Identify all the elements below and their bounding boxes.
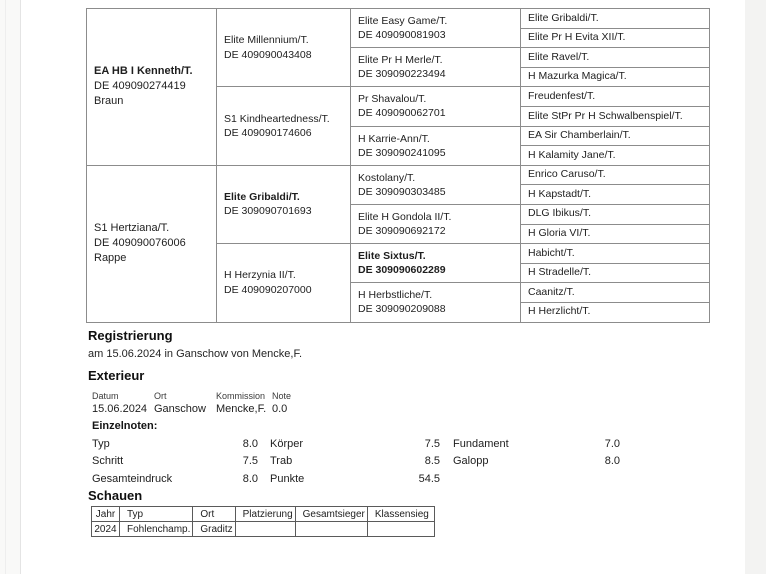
pedigree-cell bbox=[521, 68, 710, 88]
shows-heading: Schauen bbox=[88, 488, 143, 503]
score-value: 7.0 bbox=[604, 437, 620, 450]
score-row bbox=[92, 470, 620, 488]
pedigree-table bbox=[86, 8, 710, 323]
score-label: Trab bbox=[270, 455, 293, 468]
score-pair bbox=[92, 455, 258, 467]
pedigree-cell bbox=[87, 9, 217, 166]
horse-name: Elite Pr H Evita XII/T. bbox=[528, 31, 626, 44]
pedigree-cell bbox=[521, 127, 710, 147]
shows-column-header: Ort bbox=[193, 507, 235, 522]
score-row bbox=[92, 435, 620, 453]
score-value: 8.0 bbox=[242, 472, 258, 485]
exterior-column-header: Datum bbox=[92, 391, 119, 401]
horse-name: S1 Kindheartedness/T. bbox=[224, 112, 330, 125]
pedigree-cell bbox=[521, 303, 710, 323]
horse-reg-number: DE 409090076006 bbox=[94, 237, 186, 250]
score-row bbox=[92, 453, 620, 471]
horse-name: Freudenfest/T. bbox=[528, 89, 596, 102]
score-label: Gesamteindruck bbox=[92, 472, 173, 485]
score-label: Punkte bbox=[270, 472, 305, 485]
score-label: Körper bbox=[270, 437, 304, 450]
pedigree-cell bbox=[351, 127, 521, 166]
horse-name: H Gloria VI/T. bbox=[528, 227, 591, 240]
horse-name: H Stradelle/T. bbox=[528, 266, 592, 279]
shows-data-row bbox=[92, 522, 435, 537]
exterior-value: 15.06.2024 bbox=[92, 403, 148, 415]
score-value: 7.5 bbox=[242, 455, 258, 468]
pedigree-cell bbox=[351, 87, 521, 126]
horse-name: Elite Pr H Merle/T. bbox=[358, 54, 443, 67]
horse-name: Elite Easy Game/T. bbox=[358, 15, 448, 28]
score-value: 8.0 bbox=[604, 455, 620, 468]
horse-name: Kostolany/T. bbox=[358, 171, 416, 184]
score-pair bbox=[270, 473, 440, 485]
horse-reg-number: DE 409090207000 bbox=[224, 283, 312, 296]
horse-name: H Mazurka Magica/T. bbox=[528, 70, 627, 83]
pedigree-cell bbox=[351, 9, 521, 48]
horse-reg-number: DE 309090303485 bbox=[358, 185, 446, 198]
score-value: 54.5 bbox=[418, 472, 440, 485]
page-left-edge-line bbox=[5, 0, 6, 574]
horse-reg-number: DE 309090223494 bbox=[358, 68, 446, 81]
pedigree-cell bbox=[521, 264, 710, 284]
shows-cell bbox=[367, 522, 434, 537]
shows-cell bbox=[295, 522, 367, 537]
horse-reg-number: DE 309090209088 bbox=[358, 303, 446, 316]
pedigree-cell bbox=[351, 205, 521, 244]
exterior-column-header: Note bbox=[272, 391, 292, 401]
pedigree-cell bbox=[217, 166, 351, 244]
score-value: 8.0 bbox=[242, 437, 258, 450]
pedigree-cell bbox=[217, 244, 351, 322]
pedigree-cell bbox=[521, 283, 710, 303]
score-pair bbox=[270, 438, 440, 450]
exterior-table-value-row bbox=[92, 403, 312, 415]
pedigree-cell bbox=[521, 9, 710, 29]
pedigree-cell bbox=[521, 107, 710, 127]
score-pair bbox=[92, 473, 258, 485]
pedigree-cell bbox=[87, 166, 217, 323]
pedigree-cell bbox=[351, 166, 521, 205]
shows-cell bbox=[235, 522, 295, 537]
horse-reg-number: DE 409090081903 bbox=[358, 29, 446, 42]
score-label: Fundament bbox=[453, 437, 509, 450]
horse-name: S1 Hertziana/T. bbox=[94, 222, 170, 235]
einzelnoten-scores bbox=[92, 435, 620, 488]
score-value: 7.5 bbox=[424, 437, 440, 450]
shows-header-row bbox=[92, 507, 435, 522]
horse-name: EA Sir Chamberlain/T. bbox=[528, 129, 631, 142]
einzelnoten-label: Einzelnoten: bbox=[92, 420, 158, 432]
pedigree-cell bbox=[521, 166, 710, 186]
pedigree-cell bbox=[521, 87, 710, 107]
horse-reg-number: DE 409090174606 bbox=[224, 127, 312, 140]
horse-reg-number: DE 409090062701 bbox=[358, 107, 446, 120]
score-value: 8.5 bbox=[424, 455, 440, 468]
pedigree-cell bbox=[521, 185, 710, 205]
horse-name: H Herzynia II/T. bbox=[224, 269, 296, 282]
pedigree-cell bbox=[521, 146, 710, 166]
pedigree-cell bbox=[521, 48, 710, 68]
horse-name: Pr Shavalou/T. bbox=[358, 93, 427, 106]
exterior-table-header-row bbox=[92, 391, 312, 401]
pedigree-cell bbox=[217, 9, 351, 87]
exterior-value: Mencke,F. bbox=[216, 403, 267, 415]
shows-column-header: Jahr bbox=[92, 507, 120, 522]
shows-cell: Graditz bbox=[193, 522, 235, 537]
horse-name: Habicht/T. bbox=[528, 246, 575, 259]
horse-name: H Herzlicht/T. bbox=[528, 305, 591, 318]
exterior-value: 0.0 bbox=[272, 403, 288, 415]
horse-reg-number: DE 309090241095 bbox=[358, 146, 446, 159]
horse-name: EA HB I Kenneth/T. bbox=[94, 65, 193, 78]
horse-reg-number: DE 309090602289 bbox=[358, 264, 446, 277]
horse-reg-number: DE 409090274419 bbox=[94, 80, 186, 93]
horse-name: Elite Sixtus/T. bbox=[358, 250, 426, 263]
pedigree-cell bbox=[351, 244, 521, 283]
score-label: Typ bbox=[92, 437, 110, 450]
horse-name: Caanitz/T. bbox=[528, 285, 575, 298]
registration-heading: Registrierung bbox=[88, 328, 173, 343]
exterior-column-header: Kommission bbox=[216, 391, 266, 401]
horse-reg-number: DE 409090043408 bbox=[224, 48, 312, 61]
shows-table bbox=[91, 506, 435, 537]
horse-name: Elite Gribaldi/T. bbox=[528, 11, 599, 24]
score-label: Schritt bbox=[92, 455, 124, 468]
shows-cell: Fohlenchamp. bbox=[120, 522, 193, 537]
registration-line: am 15.06.2024 in Ganschow von Mencke,F. bbox=[88, 348, 303, 360]
horse-name: H Kalamity Jane/T. bbox=[528, 148, 616, 161]
score-pair bbox=[453, 455, 620, 467]
horse-reg-number: DE 309090701693 bbox=[224, 205, 312, 218]
pedigree-cell bbox=[217, 87, 351, 165]
horse-name: Elite Ravel/T. bbox=[528, 50, 590, 63]
horse-name: DLG Ibikus/T. bbox=[528, 207, 592, 220]
horse-name: Enrico Caruso/T. bbox=[528, 168, 606, 181]
horse-color: Rappe bbox=[94, 252, 127, 265]
score-pair bbox=[270, 455, 440, 467]
horse-name: H Herbstliche/T. bbox=[358, 289, 433, 302]
horse-name: Elite Millennium/T. bbox=[224, 34, 309, 47]
shows-cell: 2024 bbox=[92, 522, 120, 537]
horse-name: H Karrie-Ann/T. bbox=[358, 132, 430, 145]
horse-color: Braun bbox=[94, 95, 124, 108]
shows-column-header: Typ bbox=[120, 507, 193, 522]
pedigree-cell bbox=[521, 29, 710, 49]
shows-column-header: Klassensieg bbox=[367, 507, 434, 522]
page-right-edge bbox=[745, 0, 766, 574]
score-pair bbox=[453, 438, 620, 450]
horse-name: Elite H Gondola II/T. bbox=[358, 211, 452, 224]
pedigree-cell bbox=[521, 244, 710, 264]
score-label: Galopp bbox=[453, 455, 489, 468]
page-left-edge bbox=[0, 0, 21, 574]
horse-name: Elite StPr Pr H Schwalbenspiel/T. bbox=[528, 109, 683, 122]
horse-reg-number: DE 309090692172 bbox=[358, 225, 446, 238]
pedigree-cell bbox=[351, 283, 521, 322]
horse-name: H Kapstadt/T. bbox=[528, 187, 592, 200]
pedigree-cell bbox=[521, 225, 710, 245]
pedigree-cell bbox=[521, 205, 710, 225]
shows-column-header: Gesamtsieger bbox=[295, 507, 367, 522]
exterior-value: Ganschow bbox=[154, 403, 206, 415]
exterior-heading: Exterieur bbox=[88, 368, 145, 383]
score-pair bbox=[92, 438, 258, 450]
exterior-column-header: Ort bbox=[154, 391, 167, 401]
shows-column-header: Platzierung bbox=[235, 507, 295, 522]
pedigree-cell bbox=[351, 48, 521, 87]
horse-name: Elite Gribaldi/T. bbox=[224, 190, 300, 203]
